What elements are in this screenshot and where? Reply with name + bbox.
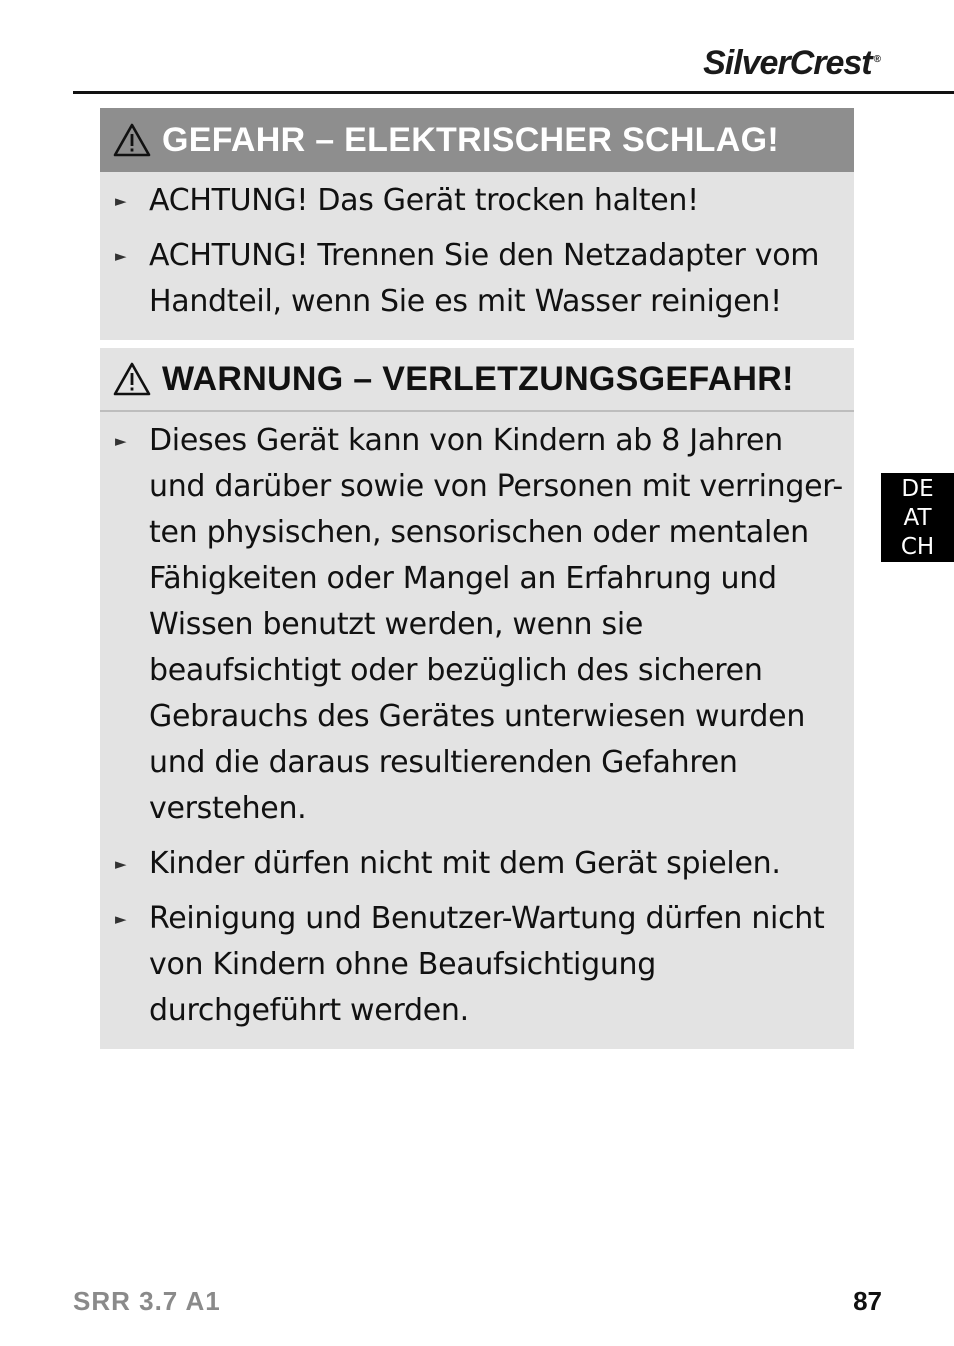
- language-at: AT: [903, 505, 932, 531]
- list-item: ► ACHTUNG! Das Gerät trocken halten!: [100, 178, 844, 224]
- list-item: ► Dieses Gerät kann von Kindern ab 8 Jahren und darüber sowie von Personen mit verringer-ten physischen, sensorischen oder mentalen Fähigkeiten oder Mangel an Erfahrung und Wissen benutzt werden, wenn sie beaufsichtigt oder bezüglich des sicheren Gebrauchs des Gerätes unterwiesen wurden und die daraus resultierenden Gefahren verstehen.: [100, 418, 844, 832]
- registered-mark: ®: [873, 53, 880, 65]
- arrow-bullet-icon: ►: [115, 855, 127, 873]
- brand-logo: SilverCrest ®: [703, 44, 880, 82]
- warning-triangle-icon: [112, 361, 152, 397]
- header-rule: [73, 91, 954, 94]
- language-de: DE: [901, 476, 934, 502]
- arrow-bullet-icon: ►: [115, 247, 127, 265]
- warning-box-header: [100, 348, 854, 412]
- arrow-bullet-icon: ►: [115, 910, 127, 928]
- warning-box-title: WARNUNG – VERLETZUNGSGEFAHR!: [162, 359, 794, 398]
- page-number: 87: [853, 1286, 882, 1316]
- list-item: ► Kinder dürfen nicht mit dem Gerät spielen.: [100, 841, 844, 887]
- language-ch: CH: [900, 534, 935, 560]
- list-item: ► Reinigung und Benutzer-Wartung dürfen nicht von Kindern ohne Beaufsichtigung durchgeführt werden.: [100, 896, 844, 1034]
- footer-model: SRR 3.7 A1: [73, 1286, 221, 1316]
- warning-list: [100, 412, 854, 1049]
- danger-box-title: GEFAHR – ELEKTRISCHER SCHLAG!: [162, 120, 779, 159]
- danger-box: [100, 108, 854, 340]
- language-tab: [881, 473, 954, 562]
- warning-triangle-icon: [112, 122, 152, 158]
- arrow-bullet-icon: ►: [115, 192, 127, 210]
- danger-list: [100, 172, 854, 340]
- list-item: ► ACHTUNG! Trennen Sie den Netzadapter vom Handteil, wenn Sie es mit Wasser reinigen!: [100, 233, 844, 325]
- warning-box: [100, 348, 854, 1049]
- arrow-bullet-icon: ►: [115, 432, 127, 450]
- danger-box-header: [100, 108, 854, 172]
